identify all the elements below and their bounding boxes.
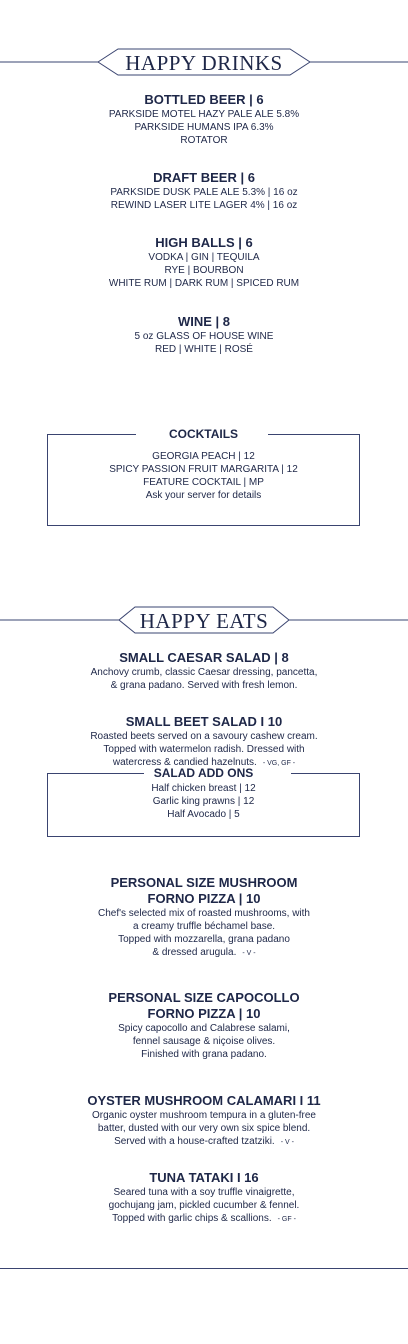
cocktails-list — [48, 450, 359, 502]
item-line: Spicy capocollo and Calabrese salami, — [118, 1023, 290, 1034]
item-line: Roasted beets served on a savoury cashew cream. — [90, 731, 318, 742]
cocktail-line: GEORGIA PEACH | 12 — [152, 451, 255, 462]
section-draft-beer — [0, 170, 408, 212]
item-line: Chef's selected mix of roasted mushrooms, with — [98, 908, 310, 919]
section-mushroom-pizza — [0, 875, 408, 960]
section-wine — [0, 314, 408, 356]
cocktail-line: FEATURE COCKTAIL | MP — [143, 477, 264, 488]
drinks-title: HAPPY DRINKS — [125, 51, 283, 75]
cocktails-box — [47, 427, 360, 526]
item-line: Organic oyster mushroom tempura in a gluten-free — [92, 1110, 316, 1121]
cocktail-line: SPICY PASSION FRUIT MARGARITA | 12 — [109, 464, 298, 475]
section-bottled-beer — [0, 92, 408, 147]
addon-line: Garlic king prawns | 12 — [152, 796, 255, 807]
dietary-tag: - VG, GF - — [262, 760, 296, 767]
bottom-divider — [0, 1268, 408, 1269]
eats-title: HAPPY EATS — [139, 609, 269, 633]
section-title: WINE | 8 — [177, 314, 231, 329]
section-title: DRAFT BEER | 6 — [153, 170, 255, 185]
item-line: Finished with grana padano. — [141, 1049, 267, 1060]
item-line: & grana padano. Served with fresh lemon. — [110, 680, 298, 691]
item-line-text: Served with a house-crafted tzatziki. — [114, 1136, 275, 1147]
item-line: PARKSIDE MOTEL HAZY PALE ALE 5.8% — [108, 109, 300, 120]
addons-list — [48, 782, 359, 821]
addon-line: Half chicken breast | 12 — [151, 783, 256, 794]
item-line: REWIND LASER LITE LAGER 4% | 16 oz — [110, 200, 298, 211]
item-line: RED | WHITE | ROSÉ — [155, 344, 253, 355]
section-title: TUNA TATAKI I 16 — [149, 1170, 259, 1185]
section-title: SMALL BEET SALAD I 10 — [125, 714, 283, 729]
item-line: Topped with mozzarella, grana padano — [118, 934, 290, 945]
section-caesar-salad — [0, 650, 408, 692]
item-line: RYE | BOURBON — [164, 265, 244, 276]
item-line — [0, 1135, 408, 1149]
item-line: Seared tuna with a soy truffle vinaigrette, — [113, 1187, 295, 1198]
cocktails-title: COCKTAILS — [168, 427, 239, 441]
section-title: PERSONAL SIZE MUSHROOM — [110, 875, 298, 890]
item-line: Topped with watermelon radish. Dressed with — [103, 744, 305, 755]
section-title: BOTTLED BEER | 6 — [144, 92, 264, 107]
item-line: fennel sausage & niçoise olives. — [132, 1036, 276, 1047]
section-title: FORNO PIZZA | 10 — [147, 1006, 261, 1021]
salad-addons-box — [47, 766, 360, 837]
section-title: SMALL CAESAR SALAD | 8 — [119, 650, 289, 665]
item-line: PARKSIDE HUMANS IPA 6.3% — [134, 122, 274, 133]
section-title: FORNO PIZZA | 10 — [147, 891, 261, 906]
dietary-tag: - V - — [280, 1139, 294, 1146]
cocktail-line: Ask your server for details — [145, 490, 262, 501]
item-line — [0, 1212, 408, 1226]
item-line: VODKA | GIN | TEQUILA — [148, 252, 260, 263]
item-line-text: Topped with garlic chips & scallions. — [112, 1213, 272, 1224]
eats-banner — [0, 605, 408, 635]
section-title: HIGH BALLS | 6 — [155, 235, 253, 250]
drinks-banner — [0, 47, 408, 77]
section-high-balls — [0, 235, 408, 290]
section-title: PERSONAL SIZE CAPOCOLLO — [108, 990, 300, 1005]
addon-line: Half Avocado | 5 — [167, 809, 240, 820]
dietary-tag: - V - — [242, 950, 256, 957]
item-line: gochujang jam, pickled cucumber & fennel. — [108, 1200, 300, 1211]
item-line — [0, 946, 408, 960]
section-tuna-tataki — [0, 1170, 408, 1226]
dietary-tag: - GF - — [277, 1216, 296, 1223]
item-line-text: & dressed arugula. — [152, 947, 237, 958]
item-line: ROTATOR — [180, 135, 228, 146]
item-line-text: watercress & candied hazelnuts. — [112, 757, 257, 768]
item-line: batter, dusted with our very own six spice blend. — [97, 1123, 311, 1134]
item-line: 5 oz GLASS OF HOUSE WINE — [134, 331, 274, 342]
item-line: a creamy truffle béchamel base. — [132, 921, 276, 932]
item-line: PARKSIDE DUSK PALE ALE 5.3% | 16 oz — [110, 187, 298, 198]
item-line: WHITE RUM | DARK RUM | SPICED RUM — [108, 278, 300, 289]
section-title: OYSTER MUSHROOM CALAMARI I 11 — [87, 1093, 321, 1108]
section-capocollo-pizza — [0, 990, 408, 1061]
addons-title: SALAD ADD ONS — [153, 766, 254, 780]
section-beet-salad — [0, 714, 408, 770]
section-calamari — [0, 1093, 408, 1149]
item-line: Anchovy crumb, classic Caesar dressing, pancetta, — [90, 667, 318, 678]
